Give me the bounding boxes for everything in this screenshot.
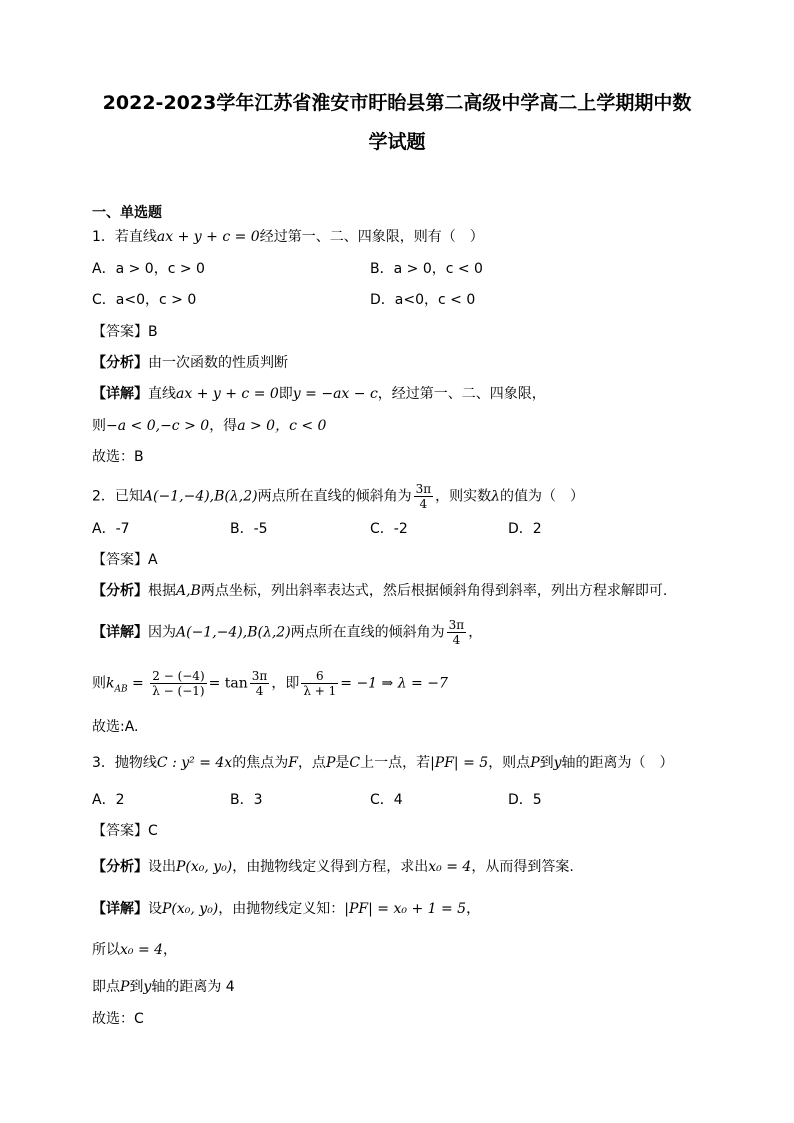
- q3-option-a: A．2: [92, 792, 125, 808]
- q2-option-c: C．-2: [370, 521, 408, 537]
- q3-option-c: C．4: [370, 792, 403, 808]
- q1-option-c: C．a<0，c > 0: [92, 292, 197, 308]
- q2-option-b: B．-5: [230, 521, 268, 537]
- q1-choose: 故选：B: [92, 449, 144, 465]
- document-title-line2: 学试题: [368, 131, 426, 153]
- q1-detail-line2: 则−a < 0,−c > 0，得a > 0，c < 0: [92, 418, 327, 434]
- q3-option-b: B．3: [230, 792, 263, 808]
- q2-slope-equation: 则$k_{AB}$ = $\frac{2 - (-4)}{\lambda - (-1)}$ = tan $\frac{3\pi}{4}$ ，即 $\frac{6}{\lambda + 1}$ = −1 ⇒ λ = −7: [92, 669, 448, 698]
- q2-option-a: A．-7: [92, 521, 130, 537]
- q3-analysis: 【分析】设出P(x₀, y₀)，由抛物线定义得到方程，求出x₀ = 4，从而得到答案.: [92, 859, 574, 875]
- q3-option-d: D．5: [508, 792, 542, 808]
- q2-slope-fraction: $\frac{2 - (-4)}{\lambda - (-1)}$: [152, 669, 205, 698]
- q2-detail: 【详解】因为A(−1,−4),B(λ,2)两点所在直线的倾斜角为 $\frac{3\pi}{4}$ ，: [92, 618, 483, 647]
- q1-answer: 【答案】B: [92, 324, 158, 340]
- q2-answer: 【答案】A: [92, 552, 158, 568]
- q3-choose: 故选：C: [92, 1011, 144, 1027]
- q1-detail: 【详解】直线ax + y + c = 0即y = −ax − c，经过第一、二、四象限，: [92, 386, 546, 402]
- q1-option-a: A．a > 0，c > 0: [92, 261, 205, 277]
- q3-detail: 【详解】设P(x₀, y₀)，由抛物线定义知：|PF| = x₀ + 1 = 5，: [92, 901, 481, 917]
- q2-angle-fraction: $\frac{3\pi}{4}$: [415, 482, 432, 511]
- section-heading: 一、单选题: [92, 205, 162, 221]
- q2-analysis: 【分析】根据A,B两点坐标，列出斜率表达式，然后根据倾斜角得到斜率，列出方程求解即可.: [92, 583, 668, 599]
- q2-tan-fraction: $\frac{3\pi}{4}$: [251, 669, 268, 698]
- q3-detail-line2: 所以x₀ = 4，: [92, 942, 178, 958]
- q2-stem: 2．已知A(−1,−4),B(λ,2)两点所在直线的倾斜角为 $\frac{3\pi}{4}$ ，则实数λ的值为（ ）: [92, 482, 584, 511]
- q1-analysis: 【分析】由一次函数的性质判断: [92, 355, 288, 371]
- q3-detail-line3: 即点P到y轴的距离为 4: [92, 979, 235, 995]
- q1-option-d: D．a<0，c < 0: [370, 292, 476, 308]
- q2-detail-angle-fraction: $\frac{3\pi}{4}$: [448, 618, 465, 647]
- q1-option-b: B．a > 0，c < 0: [370, 261, 483, 277]
- document-title-line1: 2022-2023学年江苏省淮安市盱眙县第二高级中学高二上学期期中数: [102, 92, 692, 114]
- q3-stem: 3．抛物线C : y² = 4x的焦点为F，点P是C上一点，若|PF| = 5，则点P到y轴的距离为（ ）: [92, 755, 674, 771]
- q2-six-fraction: $\frac{6}{\lambda + 1}$: [303, 669, 337, 698]
- q2-option-d: D．2: [508, 521, 542, 537]
- q2-choose: 故选:A.: [92, 719, 139, 735]
- q1-stem: 1．若直线ax + y + c = 0经过第一、二、四象限，则有（ ）: [92, 229, 484, 245]
- q3-answer: 【答案】C: [92, 823, 158, 839]
